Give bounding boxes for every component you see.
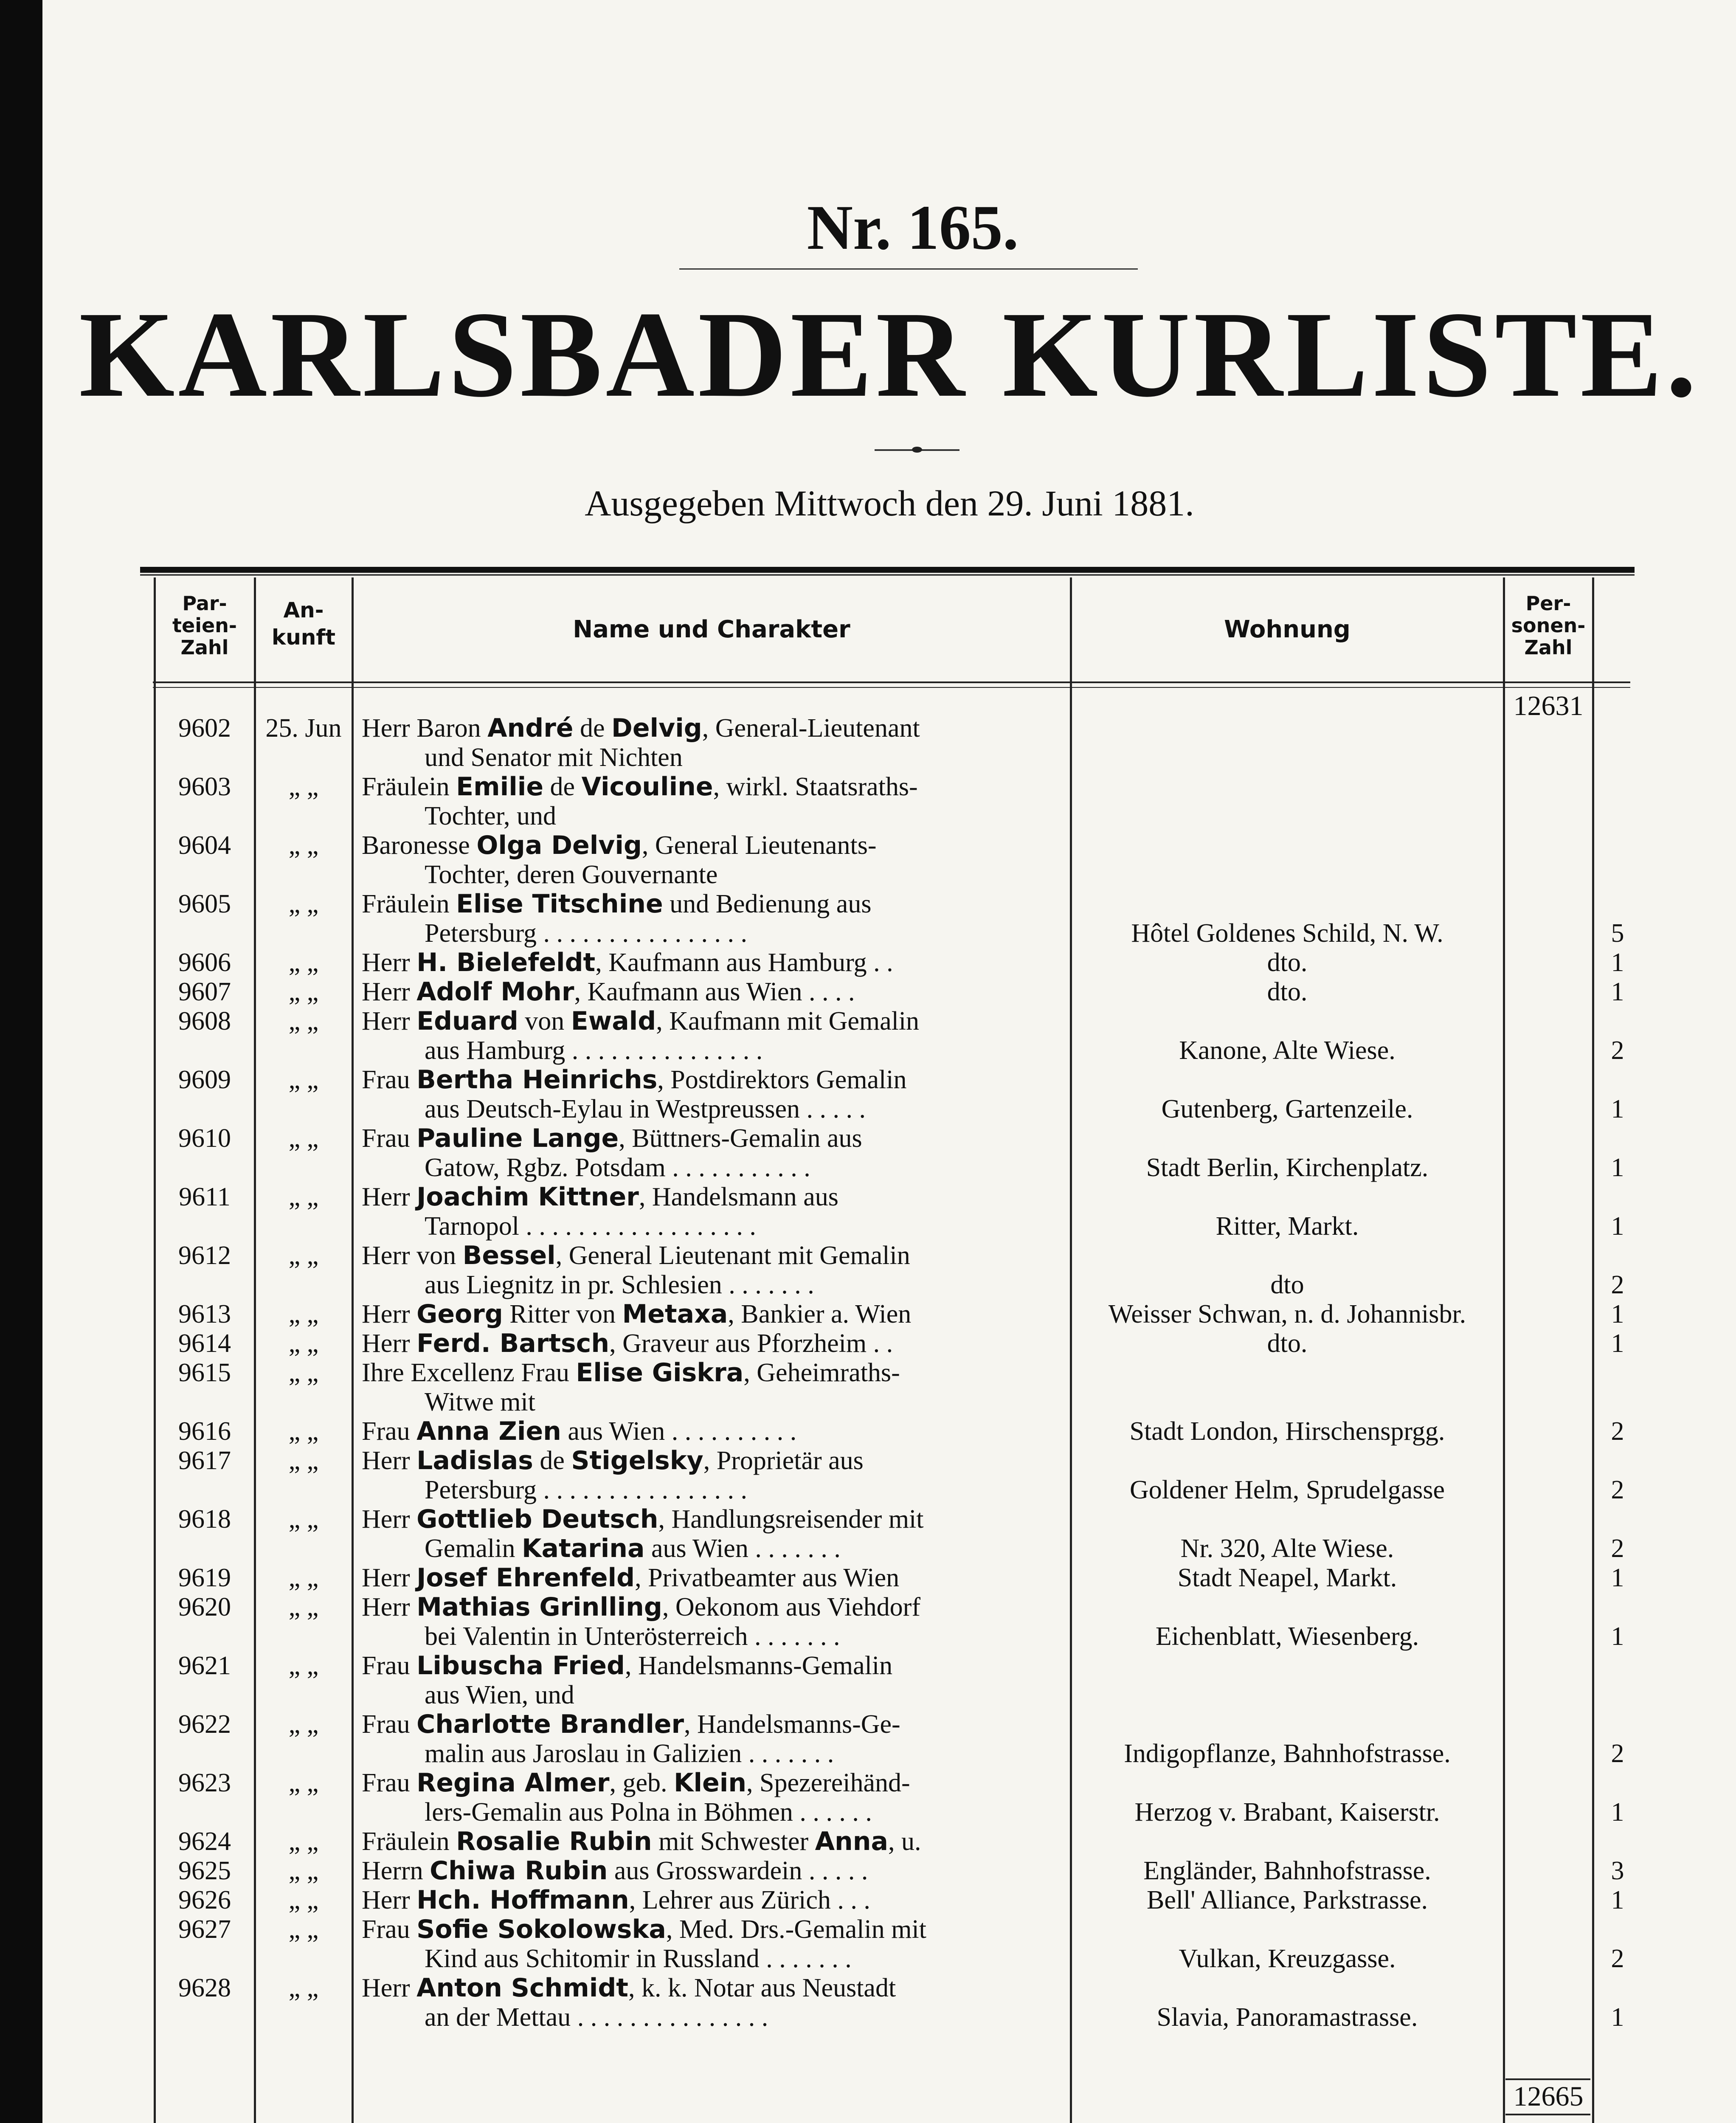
parteien-zahl: 9615 [178,1358,231,1387]
name-line [362,1592,920,1622]
parteien-zahl: 9605 [178,890,231,918]
parteien-zahl: 9619 [178,1563,231,1592]
name-text: , Oekonom aus Viehdorf [662,1593,920,1622]
name-line [362,1416,796,1446]
wohnung: dto. [1267,948,1308,977]
name-line [425,1153,810,1183]
person-name: H. Bielefeldt [416,948,596,977]
name-text: , k. k. Notar aus Neustadt [628,1974,896,2002]
person-name: Bessel [462,1241,556,1270]
header-text: kunft [271,625,336,650]
name-text: Herr von [362,1241,463,1270]
total-rule [1505,2078,1590,2080]
person-name: André [487,713,574,743]
wohnung: dto [1270,1270,1304,1299]
name-line [362,889,871,919]
person-name: Ferd. Bartsch [416,1329,610,1358]
person-name: Elise Giskra [576,1358,744,1388]
name-line [362,948,893,977]
personen-zahl: 1 [1611,1329,1624,1358]
personen-zahl: 2 [1611,1475,1624,1504]
person-name: Anton Schmidt [416,1973,628,2003]
name-text: Herr [362,1329,417,1358]
name-text: Tochter, deren Gouvernante [425,860,718,889]
ankunft: „ „ [288,1007,319,1036]
parteien-zahl: 9604 [178,831,231,860]
name-text: , u. [888,1827,921,1856]
name-line [425,1797,872,1827]
name-text: Frau [362,1651,417,1680]
person-name: Eduard [416,1006,518,1036]
ankunft: „ „ [288,1974,319,2002]
name-line [425,1270,814,1300]
name-text: , Proprietär aus [703,1446,864,1475]
personen-zahl: 1 [1611,948,1624,977]
total-rule-bottom [1505,2114,1590,2115]
name-line [425,1534,841,1563]
name-text: Fräulein [362,772,456,801]
name-text: de [543,772,582,801]
name-text: Herr [362,1183,417,1211]
name-text: an der Mettau . . . . . . . . . . . . . . . [425,2003,768,2032]
ankunft: „ „ [288,1505,319,1534]
parteien-zahl: 9611 [179,1183,231,1211]
person-name: Charlotte Brandler [416,1709,684,1739]
header-text: Par- [182,592,227,615]
wohnung: Weisser Schwan, n. d. Johannisbr. [1108,1300,1466,1329]
parteien-zahl: 9610 [178,1124,231,1153]
issue-number: Nr. 165. [807,192,1019,263]
ankunft: „ „ [288,1300,319,1329]
parteien-zahl: 9618 [178,1505,231,1534]
name-text: Frau [362,1768,417,1797]
name-line [362,1973,896,2003]
col-rule-2 [352,577,354,2123]
name-text: Witwe mit [425,1388,535,1416]
person-name: Ladislas [416,1446,533,1475]
ankunft: „ „ [288,1241,319,1270]
name-line [362,1504,924,1534]
name-line [362,1651,892,1681]
name-line [362,1915,926,1944]
name-line [425,1475,747,1505]
person-name: Gottlieb Deutsch [416,1504,658,1534]
name-text: , wirkl. Staatsraths- [713,772,918,801]
header-text: teien- [172,614,237,637]
name-text: , geb. [609,1768,674,1797]
personen-zahl: 1 [1611,2003,1624,2032]
name-text: Tochter, und [425,802,556,831]
wohnung: Vulkan, Kreuzgasse. [1179,1944,1396,1973]
personen-zahl: 1 [1611,1563,1624,1592]
name-text: Petersburg . . . . . . . . . . . . . . . . [425,1475,748,1504]
name-text: aus Wien . . . . . . . [644,1534,841,1563]
parteien-zahl: 9626 [178,1886,231,1915]
parteien-zahl: 9621 [178,1651,231,1680]
ankunft: „ „ [288,1563,319,1592]
ankunft: „ „ [288,1065,319,1094]
name-text: Ritter von [503,1300,622,1329]
scan-edge [0,0,42,2123]
parteien-zahl: 9602 [178,714,231,743]
name-text: , Spezereihänd- [746,1768,910,1797]
name-text: , Geheimraths- [743,1358,900,1387]
personen-zahl: 1 [1611,1622,1624,1651]
running-total-start: 12631 [1513,690,1584,721]
name-text: und Senator mit Nichten [425,743,683,772]
name-line [362,831,877,860]
person-name: Delvig [611,713,702,743]
person-name: Libuscha Fried [416,1651,625,1681]
person-name: Klein [674,1768,747,1798]
person-name: Pauline Lange [416,1123,619,1153]
personen-zahl: 1 [1611,1212,1624,1241]
name-text: , Bankier a. Wien [728,1300,912,1329]
name-text: , Med. Drs.-Gemalin mit [666,1915,926,1944]
ankunft: „ „ [288,1710,319,1739]
wohnung: Kanone, Alte Wiese. [1179,1036,1396,1065]
name-line [362,1358,900,1388]
ankunft: „ „ [288,1446,319,1475]
person-name: Sofie Sokolowska [416,1915,666,1944]
name-text: Frau [362,1710,417,1739]
person-name: Ewald [571,1006,656,1036]
name-line [362,1768,910,1798]
header-rule-thin [153,687,1630,688]
name-text: Frau [362,1915,417,1944]
name-text: und Bedienung aus [663,890,872,918]
name-text: aus Liegnitz in pr. Schlesien . . . . . . . [425,1270,814,1299]
person-name: Metaxa [622,1299,728,1329]
person-name: Joachim Kittner [416,1182,639,1212]
person-name: Hch. Hoffmann [416,1885,629,1915]
wohnung: Nr. 320, Alte Wiese. [1180,1534,1394,1563]
name-text: Petersburg . . . . . . . . . . . . . . . . [425,919,748,948]
name-line [362,1065,907,1095]
name-line [362,1241,910,1270]
wohnung: Hôtel Goldenes Schild, N. W. [1131,919,1443,948]
name-text: Herr [362,1563,417,1592]
parteien-zahl: 9603 [178,772,231,801]
name-text: aus Wien . . . . . . . . . . [561,1417,797,1446]
name-line [362,1006,919,1036]
person-name: Adolf Mohr [416,977,574,1007]
ankunft: „ „ [288,890,319,918]
name-text: Herr [362,977,417,1006]
ankunft: „ „ [288,1651,319,1680]
name-line [425,1622,840,1651]
name-line [425,1680,574,1710]
name-text: aus Deutsch-Eylau in Westpreussen . . . . . [425,1095,866,1123]
personen-zahl: 1 [1611,1886,1624,1915]
wohnung: Stadt Neapel, Markt. [1177,1563,1397,1592]
parteien-zahl: 9624 [178,1827,231,1856]
wohnung: Herzog v. Brabant, Kaiserstr. [1134,1798,1440,1827]
name-text: Fräulein [362,1827,456,1856]
name-text: de [573,714,612,743]
name-text: Ihre Excellenz Frau [362,1358,576,1387]
name-text: lers-Gemalin aus Polna in Böhmen . . . . . . [425,1798,872,1827]
wohnung: Indigopflanze, Bahnhofstrasse. [1124,1739,1451,1768]
person-name: Stigelsky [571,1446,703,1475]
ankunft: „ „ [288,977,319,1006]
person-name: Mathias Grinlling [416,1592,662,1622]
name-text: , Kaufmann aus Hamburg . . [595,948,893,977]
parteien-zahl: 9622 [178,1710,231,1739]
name-line [362,1709,900,1739]
name-text: , Handelsmanns-Gemalin [625,1651,893,1680]
name-text: Herr [362,1593,417,1622]
name-text: Frau [362,1124,417,1153]
ankunft: „ „ [288,1886,319,1915]
personen-zahl: 2 [1611,1270,1624,1299]
table-top-rule-thin [140,574,1635,576]
personen-zahl: 2 [1611,1944,1624,1973]
ankunft: „ „ [288,1827,319,1856]
parteien-zahl: 9616 [178,1417,231,1446]
wohnung: dto. [1267,977,1308,1006]
personen-zahl: 1 [1611,1798,1624,1827]
name-text: Baronesse [362,831,477,860]
name-line [362,1329,893,1358]
person-name: Rosalie Rubin [456,1827,652,1856]
person-name: Anna Zien [416,1416,561,1446]
name-text: Herr [362,1886,417,1915]
parteien-zahl: 9620 [178,1593,231,1622]
running-total-end: 12665 [1513,2081,1584,2112]
name-text: , Kaufmann aus Wien . . . . [574,977,855,1006]
name-text: mit Schwester [652,1827,815,1856]
header-text: An- [283,598,324,622]
header-parteien-zahl [155,592,254,659]
wohnung: Engländer, Bahnhofstrasse. [1143,1856,1431,1885]
ankunft: „ „ [288,1417,319,1446]
personen-zahl: 1 [1611,1300,1624,1329]
name-text: von [518,1007,571,1036]
ankunft: „ „ [288,1915,319,1944]
person-name: Emilie [456,772,544,802]
wohnung: Goldener Helm, Sprudelgasse [1129,1475,1445,1504]
name-text: , General Lieutenants- [642,831,877,860]
name-line [425,860,717,890]
parteien-zahl: 9625 [178,1856,231,1885]
name-text: Kind aus Schitomir in Russland . . . . . . . [425,1944,852,1973]
ankunft: „ „ [288,1124,319,1153]
name-line [362,1856,868,1886]
person-name: Georg [416,1299,503,1329]
header-text: Zahl [180,636,229,659]
name-text: , Handelsmann aus [639,1183,838,1211]
name-text: , General-Lieutenant [702,714,920,743]
parteien-zahl: 9609 [178,1065,231,1094]
name-text: , Handlungsreisender mit [658,1505,924,1534]
wohnung: Ritter, Markt. [1215,1212,1359,1241]
parteien-zahl: 9623 [178,1768,231,1797]
name-text: , General Lieutenant mit Gemalin [555,1241,910,1270]
name-line [425,801,556,831]
name-text: Herr [362,1007,417,1036]
personen-zahl: 1 [1611,1153,1624,1182]
parteien-zahl: 9613 [178,1300,231,1329]
name-text: Herr [362,1446,417,1475]
name-line [425,1094,866,1124]
name-text: Herrn [362,1856,430,1885]
person-name: Olga Delvig [476,831,642,860]
parteien-zahl: 9612 [178,1241,231,1270]
name-text: Herr [362,1300,417,1329]
name-line [362,772,918,802]
name-text: Herr Baron [362,714,488,743]
person-name: Elise Titschine [456,889,663,919]
parteien-zahl: 9608 [178,1007,231,1036]
personen-zahl: 5 [1611,919,1624,948]
personen-zahl: 2 [1611,1417,1624,1446]
name-line [425,918,747,948]
name-text: aus Hamburg . . . . . . . . . . . . . . . [425,1036,763,1065]
name-line [362,1299,911,1329]
document-page [42,0,1736,2123]
header-rule [153,681,1630,683]
name-text: bei Valentin in Unterösterreich . . . . . . . [425,1622,840,1651]
name-text: aus Wien, und [425,1681,574,1709]
name-line [362,977,855,1007]
name-text: Frau [362,1065,417,1094]
personen-zahl: 3 [1611,1856,1624,1885]
col-rule-4 [1503,577,1505,2123]
name-text: Gatow, Rgbz. Potsdam . . . . . . . . . . . [425,1153,810,1182]
name-line [362,1827,921,1856]
wohnung: Gutenberg, Gartenzeile. [1161,1095,1413,1123]
name-text: Frau [362,1417,417,1446]
person-name: Anna [815,1827,888,1856]
ankunft: „ „ [288,1358,319,1387]
name-line [425,1944,852,1974]
personen-zahl: 2 [1611,1739,1624,1768]
person-name: Vicouline [581,772,713,802]
name-line [425,1211,756,1241]
ankunft: „ „ [288,1856,319,1885]
ankunft: „ „ [288,831,319,860]
parteien-zahl: 9627 [178,1915,231,1944]
header-personen-zahl [1505,592,1592,659]
name-text: , Lehrer aus Zürich . . . [629,1886,870,1915]
ankunft: „ „ [288,772,319,801]
parteien-zahl: 9614 [178,1329,231,1358]
ankunft: „ „ [288,1183,319,1211]
name-text: Herr [362,1505,417,1534]
name-text: , Graveur aus Pforzheim . . [609,1329,893,1358]
name-line [362,1123,862,1153]
header-text: Per- [1525,592,1571,615]
page-title: KARLSBADER KURLISTE. [79,286,1700,422]
person-name: Josef Ehrenfeld [416,1563,635,1593]
name-text: de [533,1446,571,1475]
ankunft: „ „ [288,1768,319,1797]
issue-rule [679,268,1138,270]
name-line [425,1387,535,1417]
personen-zahl: 1 [1611,1095,1624,1123]
name-text: Herr [362,948,417,977]
person-name: Chiwa Rubin [430,1856,608,1886]
header-text: sonen- [1511,614,1586,637]
personen-zahl: 2 [1611,1534,1624,1563]
name-line [362,1446,864,1475]
parteien-zahl: 9628 [178,1974,231,2002]
parteien-zahl: 9607 [178,977,231,1006]
wohnung: Slavia, Panoramastrasse. [1156,2003,1418,2032]
ankunft: „ „ [288,1593,319,1622]
name-line [425,2002,768,2032]
name-text: , Kaufmann mit Gemalin [656,1007,920,1036]
name-text: Gemalin [425,1534,522,1563]
name-text: Herr [362,1974,417,2002]
name-line [362,1563,899,1593]
header-wohnung: Wohnung [1224,616,1351,643]
person-name: Regina Almer [416,1768,610,1798]
name-text: , Postdirektors Gemalin [657,1065,907,1094]
wohnung: Stadt London, Hirschensprgg. [1129,1417,1445,1446]
ankunft: „ „ [288,1329,319,1358]
name-line [425,1036,762,1065]
name-text: aus Grosswardein . . . . . [608,1856,868,1885]
name-text: , Büttners-Gemalin aus [619,1124,862,1153]
name-line [362,713,920,743]
personen-zahl: 2 [1611,1036,1624,1065]
header-name: Name und Charakter [573,616,850,643]
name-line [362,1885,870,1915]
wohnung: Bell' Alliance, Parkstrasse. [1146,1886,1428,1915]
table-top-rule [140,567,1635,573]
name-text: malin aus Jaroslau in Galizien . . . . . . . [425,1739,834,1768]
name-text: Fräulein [362,890,456,918]
wohnung: dto. [1267,1329,1308,1358]
ankunft: „ „ [288,948,319,977]
name-line [425,1739,834,1768]
name-line [362,1182,838,1212]
ankunft: 25. Jun [265,714,342,743]
person-name: Katarina [522,1534,645,1563]
col-rule-right [1592,577,1594,2123]
name-text: , Handelsmanns-Ge- [684,1710,900,1739]
issue-date: Ausgegeben Mittwoch den 29. Juni 1881. [585,483,1194,524]
header-ankunft [256,597,352,651]
wohnung: Stadt Berlin, Kirchenplatz. [1146,1153,1429,1182]
name-text: , Privatbeamter aus Wien [635,1563,900,1592]
parteien-zahl: 9606 [178,948,231,977]
header-text: Zahl [1524,636,1573,659]
name-text: Tarnopol . . . . . . . . . . . . . . . . . . [425,1212,756,1241]
ornament-dot [912,447,922,453]
personen-zahl: 1 [1611,977,1624,1006]
wohnung: Eichenblatt, Wiesenberg. [1155,1622,1419,1651]
name-line [425,743,683,772]
person-name: Bertha Heinrichs [416,1065,658,1095]
parteien-zahl: 9617 [178,1446,231,1475]
